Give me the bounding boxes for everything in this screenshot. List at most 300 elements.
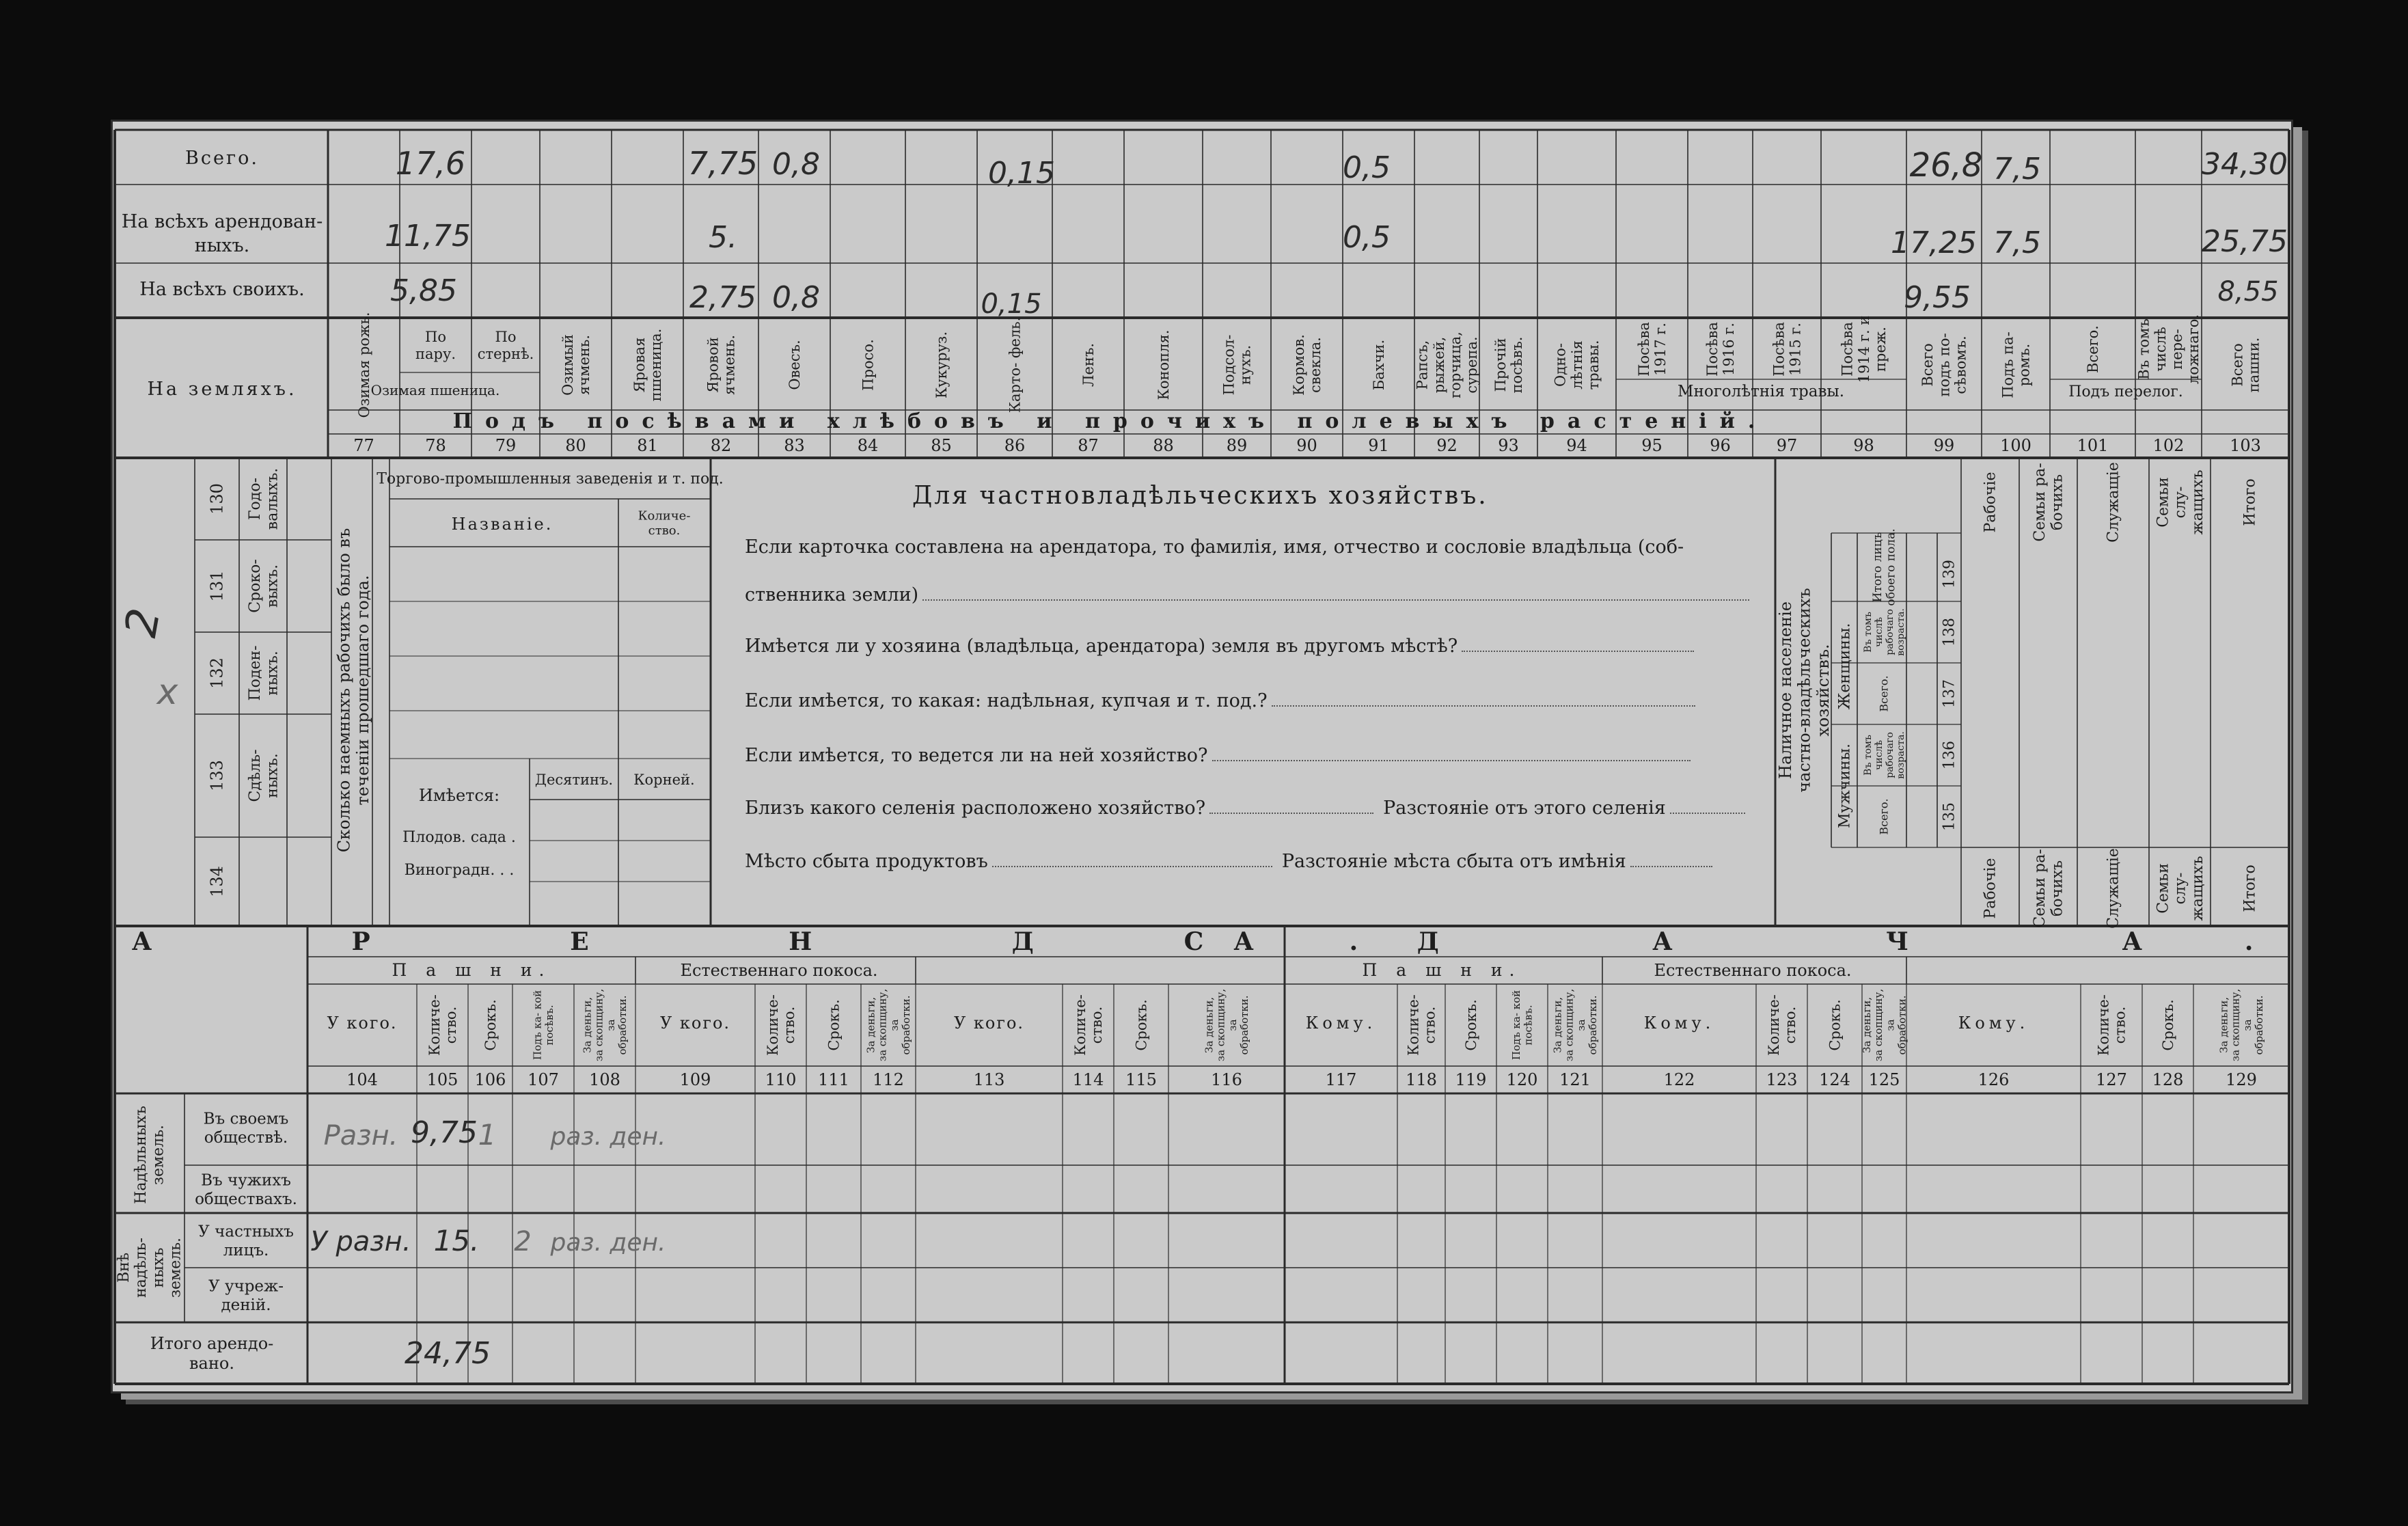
pop-all-women: [1878, 675, 1891, 711]
crop-header: [2136, 314, 2202, 384]
crop-header: По: [495, 328, 517, 345]
svg-text:посѣвъ.: посѣвъ.: [543, 1005, 556, 1046]
svg-text:135: 135: [1941, 802, 1958, 831]
svg-text:131: 131: [207, 570, 227, 602]
svg-text:Срокъ.: Срокъ.: [2159, 999, 2176, 1051]
column-number: 98: [1853, 436, 1874, 455]
svg-text:Сколько наемныхъ рабочихъ было: Сколько наемныхъ рабочихъ было въ: [334, 528, 354, 853]
lease-col-number: 118: [1406, 1070, 1437, 1089]
garden-row-vineyard: Виноградн. . .: [404, 862, 515, 879]
crop-header: стернѣ.: [477, 345, 534, 362]
lease-col-header: [1510, 990, 1534, 1060]
svg-text:Внѣ: Внѣ: [115, 1252, 133, 1283]
svg-text:Количе-: Количе-: [1765, 994, 1782, 1056]
lease-col-header: [1861, 989, 1908, 1061]
lease-col-number: 113: [973, 1070, 1005, 1089]
svg-text:валыхъ.: валыхъ.: [264, 467, 282, 530]
svg-text:ныхъ: ныхъ: [150, 1247, 167, 1288]
pop-column-header-bottom: [2242, 864, 2259, 912]
trade-qty-header: ство.: [648, 523, 681, 539]
crop-header: [1291, 334, 1324, 396]
svg-text:Ленъ.: Ленъ.: [1080, 343, 1097, 387]
hand-total-bakhchi: 0,5: [1343, 150, 1391, 185]
row-institutions: деній.: [221, 1296, 271, 1314]
column-number: 83: [784, 436, 805, 455]
svg-text:ство.: ство.: [1088, 1006, 1105, 1044]
livestock-label: [247, 468, 281, 530]
svg-text:сѣвомъ.: сѣвомъ.: [1952, 336, 1969, 394]
crop-header: [1080, 343, 1097, 387]
crop-header: [1371, 340, 1387, 390]
svg-text:пере-: пере-: [2168, 329, 2185, 370]
lease-col-header: [482, 999, 499, 1050]
svg-text:пшеница.: пшеница.: [647, 328, 664, 402]
svg-text:Рабочіе: Рабочіе: [1982, 472, 1999, 533]
svg-text:хозяйствъ.: хозяйствъ.: [1814, 644, 1833, 737]
hand-total-barley: 7,75: [687, 145, 758, 182]
svg-text:Озимый: Озимый: [559, 334, 576, 396]
crop-header: [2229, 338, 2262, 393]
crop-header: [1839, 316, 1889, 383]
mnogoletnie-header: Многолѣтнія травы.: [1677, 383, 1845, 400]
svg-text:За деньги,: За деньги,: [1860, 997, 1873, 1053]
svg-text:за скопщину,: за скопщину,: [2229, 988, 2242, 1062]
svg-text:рыжей,: рыжей,: [1430, 336, 1447, 394]
lease-col-number: 124: [1819, 1070, 1850, 1089]
crop-header: [1155, 330, 1172, 400]
svg-text:сурепа.: сурепа.: [1464, 336, 1481, 394]
svg-text:горчица,: горчица,: [1447, 331, 1464, 398]
column-number: 89: [1226, 436, 1248, 455]
hand-row1-pay: раз. ден.: [550, 1123, 666, 1151]
crop-header: [560, 334, 592, 396]
column-number: 88: [1153, 436, 1174, 455]
pop-column-header: [2154, 470, 2206, 535]
lease-col-header: У кого.: [659, 1013, 731, 1033]
svg-text:за: за: [604, 1019, 617, 1031]
hand-row3-pay: раз. ден.: [550, 1229, 666, 1257]
hand-rented-sown: 17,25: [1891, 226, 1977, 260]
pop-number: [1941, 618, 1958, 646]
pop-number: [1941, 802, 1958, 831]
crop-header: пару.: [415, 345, 456, 362]
hand-row3-term: 2: [514, 1226, 532, 1257]
svg-text:Посѣва: Посѣва: [1770, 322, 1788, 377]
svg-text:ство.: ство.: [1421, 1006, 1438, 1044]
svg-text:за: за: [2241, 1019, 2254, 1031]
svg-text:ство.: ство.: [442, 1006, 459, 1044]
row-private-persons: У частныхъ: [198, 1223, 294, 1241]
svg-text:земель.: земель.: [150, 1124, 167, 1186]
lease-col-header: [1203, 989, 1250, 1061]
pop-workers-women: [1863, 608, 1906, 656]
svg-text:ныхъ.: ныхъ.: [264, 753, 282, 798]
column-number: 79: [495, 436, 517, 455]
lease-col-number: 111: [818, 1070, 849, 1089]
lease-col-number: 114: [1072, 1070, 1104, 1089]
garden-row-orchard: Плодов. сада .: [402, 829, 516, 846]
column-number: 87: [1078, 436, 1099, 455]
column-number: 101: [2077, 436, 2109, 455]
arenda-pokos: Естественнаго покоса.: [680, 961, 878, 980]
trade-name-header: Названіе.: [451, 515, 553, 534]
crop-header: [356, 312, 372, 418]
lease-col-header: [1766, 994, 1798, 1056]
lease-col-header: [864, 989, 912, 1061]
row-own-community: обществѣ.: [204, 1128, 288, 1147]
lease-col-number: 107: [528, 1070, 559, 1089]
lease-col-header: [532, 990, 556, 1060]
svg-text:1916 г.: 1916 г.: [1720, 323, 1737, 376]
pop-all-men: [1878, 798, 1891, 834]
crop-header: [1770, 322, 1803, 377]
svg-text:бочихъ: бочихъ: [2049, 474, 2066, 531]
pop-number: [1941, 560, 1958, 588]
hand-rented-arable: 25,75: [2202, 224, 2288, 259]
row-private-persons: лицъ.: [223, 1241, 269, 1259]
column-number: 97: [1776, 436, 1798, 455]
crop-header: [704, 335, 737, 395]
hand-total-oats: 0,8: [772, 147, 820, 182]
lease-col-header: [426, 994, 459, 1056]
question-other-land: Имѣется ли у хозяина (владѣльца, арендатора) земля въ другомъ мѣстѣ?: [745, 636, 1694, 657]
svg-text:обработки.: обработки.: [900, 995, 913, 1055]
hand-own-barley: 2,75: [689, 280, 756, 315]
svg-text:Мужчины.: Мужчины.: [1836, 743, 1854, 829]
svg-text:Прочій: Прочій: [1492, 338, 1509, 392]
svg-text:Наличное населеніе: Наличное населеніе: [1775, 601, 1795, 779]
pop-number: [1941, 679, 1958, 708]
column-number: 77: [353, 436, 374, 455]
hand-row3-whom: У разн.: [310, 1226, 411, 1257]
svg-text:Въ томъ: Въ томъ: [1862, 735, 1874, 776]
hand-rented-rye: 11,75: [385, 219, 471, 254]
hand-total-potato: 0,15: [988, 156, 1055, 191]
lease-col-header: [1551, 989, 1599, 1061]
hand-rented-fallow: 7,5: [1993, 226, 2041, 260]
lease-col-number: 115: [1125, 1070, 1157, 1089]
row-other-community: Въ чужихъ: [201, 1171, 291, 1190]
svg-text:за: за: [888, 1019, 901, 1031]
svg-text:Срокъ.: Срокъ.: [825, 999, 843, 1051]
livestock-label: [247, 559, 281, 613]
svg-text:Яровой: Яровой: [704, 337, 722, 393]
column-number: 95: [1641, 436, 1663, 455]
lease-col-number: 110: [765, 1070, 797, 1089]
svg-text:Озимая рожь.: Озимая рожь.: [355, 312, 372, 418]
livestock-number: [207, 760, 226, 791]
row-label-rented: На всѣхъ арендован-: [121, 211, 323, 232]
row-label-total: Всего.: [185, 148, 259, 169]
column-number: 86: [1004, 436, 1026, 455]
livestock-number: [207, 571, 226, 602]
svg-text:ство.: ство.: [780, 1006, 797, 1044]
question-farming: Если имѣется, то ведется ли на ней хозяйство?: [745, 745, 1691, 766]
crop-header: [1414, 331, 1480, 398]
group-vne-label: [115, 1238, 184, 1298]
svg-text:Бахчи.: Бахчи.: [1370, 339, 1387, 391]
svg-text:Годо-: Годо-: [247, 477, 264, 521]
svg-text:травы.: травы.: [1585, 340, 1602, 390]
svg-text:ячмень.: ячмень.: [575, 335, 592, 395]
svg-text:преж.: преж.: [1872, 327, 1889, 372]
svg-text:1917 г.: 1917 г.: [1652, 323, 1669, 376]
svg-text:Семьи ра-: Семьи ра-: [2031, 463, 2049, 542]
svg-text:пашни.: пашни.: [2245, 337, 2262, 393]
pop-column-header: [2031, 463, 2066, 541]
svg-text:Въ томъ: Въ томъ: [2135, 318, 2152, 380]
svg-text:Количе-: Количе-: [1405, 994, 1422, 1056]
row-total-rented: Итого арендо-: [150, 1334, 274, 1353]
lease-col-header: [1463, 999, 1479, 1050]
hand-row1-term: 1: [478, 1118, 497, 1152]
svg-text:Кормов.: Кормов.: [1290, 334, 1307, 396]
svg-text:жащихъ: жащихъ: [2189, 469, 2206, 535]
column-number: 102: [2152, 436, 2185, 455]
sdacha-title: С Д А Ч А.: [1184, 927, 2356, 956]
pop-total-both: [1871, 528, 1898, 605]
lease-col-number: 108: [589, 1070, 620, 1089]
svg-text:134: 134: [207, 866, 227, 897]
lease-col-header: [581, 989, 629, 1061]
svg-text:139: 139: [1941, 560, 1958, 588]
column-number: 85: [931, 436, 952, 455]
svg-text:Срокъ.: Срокъ.: [1826, 999, 1844, 1051]
svg-text:Всего.: Всего.: [1877, 798, 1891, 835]
question-market: Мѣсто сбыта продуктовъ Разстояніе мѣста сбыта отъ имѣнія: [745, 851, 1712, 872]
lease-col-number: 129: [2226, 1070, 2257, 1089]
crop-header: [2085, 325, 2101, 373]
column-number: 90: [1296, 436, 1317, 455]
svg-text:Срокъ.: Срокъ.: [1462, 999, 1479, 1051]
column-number: 100: [2000, 436, 2031, 455]
livestock-number: [207, 483, 226, 515]
lease-col-number: 128: [2152, 1070, 2184, 1089]
row-label-rented: ныхъ.: [194, 235, 250, 256]
svg-text:Всего: Всего: [2229, 343, 2246, 387]
livestock-number: [207, 657, 226, 689]
svg-text:1914 г. и: 1914 г. и: [1855, 315, 1872, 383]
svg-text:Срокъ.: Срокъ.: [1133, 999, 1150, 1051]
hired-workers-side-label: [335, 528, 373, 852]
lease-col-number: 116: [1211, 1070, 1242, 1089]
column-number: 94: [1566, 436, 1587, 455]
svg-text:свекла.: свекла.: [1306, 337, 1324, 393]
crop-header: [1999, 331, 2032, 398]
svg-text:земель.: земель.: [167, 1237, 184, 1298]
column-number: 92: [1436, 436, 1458, 455]
column-number: 84: [857, 436, 879, 455]
svg-text:Подъ ка- кой: Подъ ка- кой: [531, 990, 544, 1061]
svg-text:Посѣва: Посѣва: [1635, 322, 1652, 377]
lease-col-header: [765, 994, 797, 1056]
crop-header: [1492, 337, 1525, 394]
svg-text:обработки.: обработки.: [616, 995, 629, 1055]
column-number: 96: [1710, 436, 1731, 455]
sowing-banner: Подъ посѣвами хлѣбовъ и прочихъ полевыхъ растеній.: [452, 409, 1768, 433]
hand-own-rye: 5,85: [390, 273, 457, 308]
livestock-label: [247, 645, 281, 700]
svg-text:Въ томъ: Въ томъ: [1862, 612, 1874, 653]
garden-korney-header: Корней.: [633, 772, 695, 788]
lease-col-header: У кого.: [953, 1013, 1025, 1033]
lease-col-number: 109: [679, 1070, 711, 1089]
hand-own-sown: 9,55: [1904, 280, 1971, 315]
svg-text:числѣ: числѣ: [2152, 327, 2169, 372]
svg-text:посѣвъ.: посѣвъ.: [1508, 336, 1525, 394]
lease-col-header: [1826, 999, 1843, 1050]
column-number: 82: [710, 436, 732, 455]
svg-text:ство.: ство.: [2111, 1006, 2129, 1044]
row-total-rented: вано.: [189, 1353, 234, 1373]
lease-col-number: 126: [1978, 1070, 2010, 1089]
svg-text:Одно-: Одно-: [1552, 343, 1569, 387]
svg-text:133: 133: [207, 760, 227, 791]
crop-header: По: [425, 328, 446, 345]
lease-col-number: 127: [2096, 1070, 2127, 1089]
svg-text:Посѣва: Посѣва: [1839, 322, 1856, 377]
column-number: 81: [637, 436, 658, 455]
crop-header: [1636, 322, 1669, 377]
svg-text:Количе-: Количе-: [1071, 994, 1089, 1056]
hand-mark-x: x: [156, 672, 178, 713]
sdacha-pokos: Естественнаго покоса.: [1654, 961, 1852, 980]
svg-text:слу-: слу-: [2172, 486, 2189, 519]
svg-text:Итого: Итого: [2241, 478, 2259, 526]
population-title: [1776, 588, 1833, 792]
svg-text:За деньги,: За деньги,: [2217, 997, 2230, 1053]
svg-text:Подъ па-: Подъ па-: [1999, 331, 2016, 398]
svg-text:Рабочіе: Рабочіе: [1982, 858, 1999, 919]
row-label-on-lands: На земляхъ.: [147, 379, 297, 400]
svg-text:130: 130: [207, 483, 227, 515]
column-number: 93: [1498, 436, 1519, 455]
crop-header: [1919, 333, 1969, 396]
hand-total-arable: 34,30: [2202, 147, 2288, 182]
lease-col-number: 106: [474, 1070, 506, 1089]
lease-col-header: [1072, 994, 1105, 1056]
svg-text:рабочаго: рабочаго: [1884, 609, 1896, 655]
svg-text:ромъ.: ромъ.: [2016, 343, 2033, 387]
svg-text:За деньги,: За деньги,: [1203, 997, 1216, 1053]
hand-row1-whom: Разн.: [323, 1120, 398, 1152]
svg-text:За деньги,: За деньги,: [864, 997, 877, 1053]
hand-total-rented: 24,75: [405, 1336, 491, 1371]
svg-text:обработки.: обработки.: [1238, 995, 1251, 1055]
row-institutions: У учреж-: [208, 1277, 284, 1296]
column-number: 78: [425, 436, 446, 455]
lease-col-number: 121: [1559, 1070, 1591, 1089]
lease-col-number: 122: [1663, 1070, 1695, 1089]
arenda-pashni: П а ш н и.: [392, 960, 551, 980]
svg-text:Овесъ.: Овесъ.: [786, 340, 803, 390]
column-number: 99: [1933, 436, 1955, 455]
svg-text:за: за: [1574, 1019, 1587, 1031]
svg-text:возраста.: возраста.: [1896, 731, 1907, 779]
lease-col-header: У кого.: [327, 1013, 398, 1033]
private-title: Для частновладѣльческихъ хозяйствъ.: [912, 482, 1488, 510]
svg-text:Женщины.: Женщины.: [1836, 623, 1854, 710]
pop-women-label: [1837, 623, 1854, 710]
svg-text:136: 136: [1941, 741, 1958, 769]
pop-column-header: [2242, 478, 2259, 526]
svg-text:За деньги,: За деньги,: [1551, 997, 1564, 1053]
svg-text:Яровая: Яровая: [631, 337, 648, 393]
svg-text:Подсол-: Подсол-: [1220, 334, 1237, 396]
lease-col-header: [1133, 999, 1149, 1050]
svg-text:бочихъ: бочихъ: [2049, 860, 2066, 917]
garden-desyatin-header: Десятинъ.: [534, 772, 614, 788]
lease-col-number: 112: [873, 1070, 904, 1089]
svg-text:1915 г.: 1915 г.: [1787, 323, 1804, 376]
crop-header: [1552, 340, 1602, 390]
arenda-title: А Р Е Н Д А.: [131, 927, 1454, 956]
svg-text:Всего: Всего: [1919, 343, 1937, 387]
svg-text:обработки.: обработки.: [2253, 995, 2266, 1055]
svg-text:Всего.: Всего.: [1877, 675, 1891, 712]
svg-text:за скопщину,: за скопщину,: [1872, 988, 1885, 1062]
svg-text:Сдѣль-: Сдѣль-: [247, 749, 264, 802]
svg-text:обоего пола.: обоего пола.: [1884, 528, 1898, 606]
lease-col-number: 117: [1325, 1070, 1357, 1089]
row-own-community: Въ своемъ: [203, 1110, 289, 1128]
svg-text:Всего.: Всего.: [2084, 325, 2101, 373]
hand-rented-barley: 5.: [709, 220, 737, 255]
perelog-header: Подъ перелог.: [2068, 383, 2183, 400]
pop-men-label: [1837, 744, 1854, 828]
svg-text:жащихъ: жащихъ: [2189, 856, 2206, 921]
crop-header: [631, 329, 664, 402]
column-number: 91: [1368, 436, 1389, 455]
row-label-own: На всѣхъ своихъ.: [139, 279, 305, 300]
lease-col-number: 105: [426, 1070, 459, 1089]
pop-column-header-bottom: [2105, 848, 2122, 929]
garden-has-label: Имѣется:: [418, 786, 500, 805]
crop-header: [1007, 317, 1023, 413]
svg-text:Служащіе: Служащіе: [2105, 848, 2122, 929]
crop-header: [860, 339, 876, 390]
svg-text:132: 132: [207, 657, 227, 689]
crop-header: [933, 331, 950, 398]
question-owner-line1: Если карточка составлена на арендатора, то фамилія, имя, отчество и сословіе владѣльца (соб-: [745, 536, 1684, 558]
question-land-type: Если имѣется, то какая: надѣльная, купчая и т. под.?: [745, 690, 1695, 711]
svg-text:лѣтнія: лѣтнія: [1568, 340, 1585, 390]
svg-text:обработки.: обработки.: [1587, 995, 1600, 1055]
svg-text:за: за: [1226, 1019, 1239, 1031]
svg-text:слу-: слу-: [2172, 872, 2189, 905]
svg-text:Сроко-: Сроко-: [247, 559, 264, 613]
svg-text:Рапсъ,: Рапсъ,: [1414, 340, 1431, 390]
question-owner-line2: ственника земли): [745, 584, 1749, 605]
svg-text:Просо.: Просо.: [860, 339, 877, 391]
svg-text:рабочаго: рабочаго: [1884, 732, 1896, 778]
svg-text:Кукуруз.: Кукуруз.: [933, 331, 950, 399]
svg-text:числѣ: числѣ: [1873, 740, 1885, 770]
livestock-label: [247, 749, 281, 802]
svg-text:числѣ: числѣ: [1873, 617, 1885, 647]
sdacha-pashni: П а ш н и.: [1362, 960, 1522, 980]
svg-text:выхъ.: выхъ.: [264, 564, 282, 608]
livestock-number: [207, 866, 226, 897]
pop-column-header-bottom: [2154, 856, 2206, 921]
svg-text:Количе-: Количе-: [426, 994, 443, 1056]
svg-text:за скопщину,: за скопщину,: [876, 988, 889, 1062]
svg-text:за скопщину,: за скопщину,: [1214, 988, 1227, 1062]
hand-own-arable: 8,55: [2217, 276, 2279, 308]
crop-header: [1220, 335, 1253, 396]
svg-text:за: за: [1884, 1019, 1897, 1031]
svg-text:посѣвъ.: посѣвъ.: [1522, 1005, 1535, 1046]
